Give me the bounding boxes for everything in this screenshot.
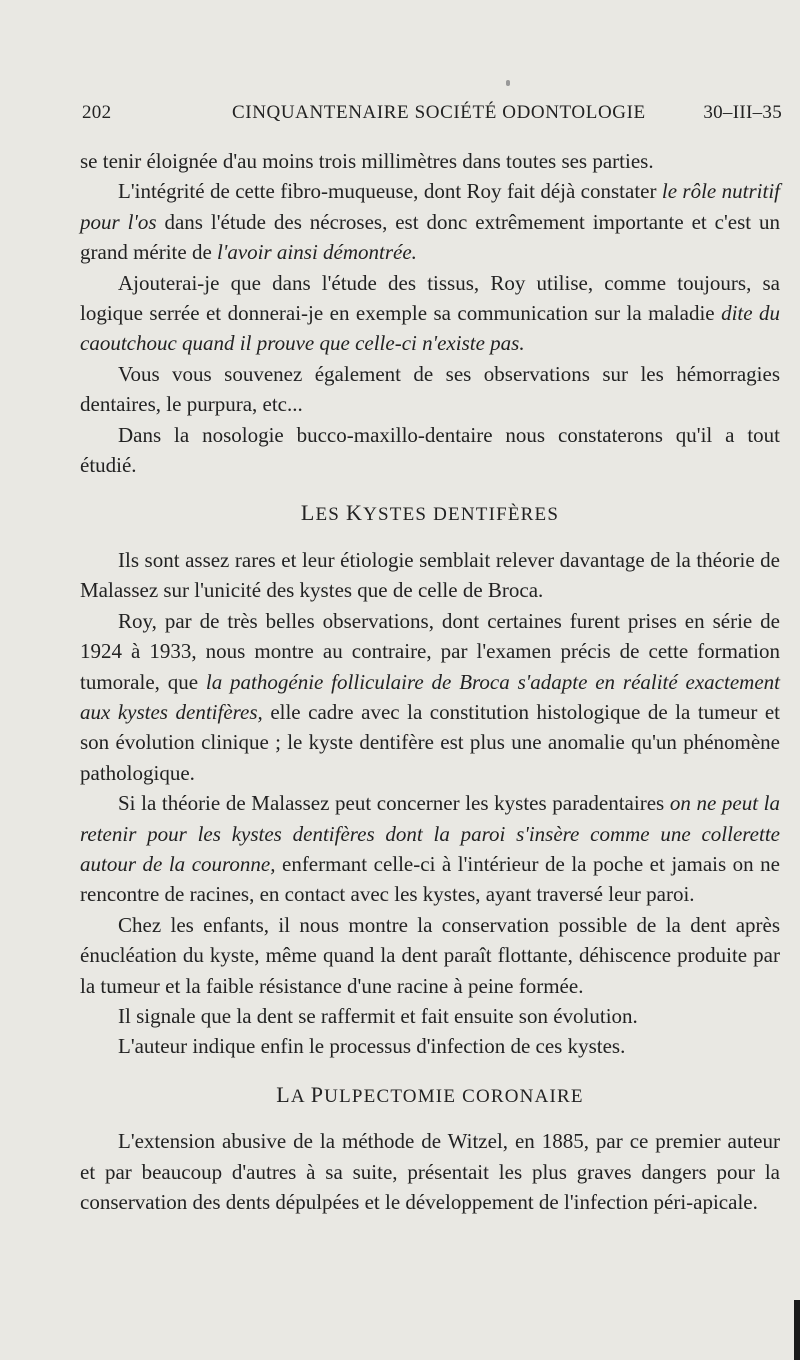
paragraph: Il signale que la dent se raffermit et fait ensuite son évolution.	[118, 1003, 638, 1028]
paragraph: Ajouterai-je que dans l'étude des tissus, Roy utilise, comme toujours, sa logique serrée et donnerai-je en exemple sa communication sur la maladie dite du caoutchouc quand il prouve que celle-ci n'existe pas.	[80, 270, 780, 356]
section-kystes-paragraphs	[80, 545, 780, 1062]
section-heading-kystes: LES KYSTES DENTIFÈRES	[300, 500, 560, 526]
paragraph: L'intégrité de cette fibro-muqueuse, dont Roy fait déjà constater le rôle nutritif pour l'os dans l'étude des nécroses, est donc extrêmement importante et c'est un grand mérite de l'avoir ainsi démontrée.	[80, 179, 780, 265]
header-date: 30–III–35	[703, 102, 782, 123]
binding-edge	[794, 1300, 800, 1360]
running-title: CINQUANTENAIRE SOCIÉTÉ ODONTOLOGIE	[232, 102, 646, 123]
page-body	[80, 146, 780, 1217]
paragraph: Vous vous souvenez également de ses observations sur les hémorragies dentaires, le purpura, etc...	[80, 361, 780, 417]
paragraph: Ils sont assez rares et leur étiologie semblait relever davantage de la théorie de Malassez sur l'unicité des kystes que de celle de Broca.	[80, 547, 780, 603]
section-heading-pulpectomie: LA PULPECTOMIE CORONAIRE	[276, 1081, 584, 1107]
paragraph: se tenir éloignée d'au moins trois millimètres dans toutes ses parties.	[80, 149, 654, 173]
section-pulpectomie-paragraphs	[80, 1126, 780, 1217]
running-header	[82, 102, 782, 130]
paragraph: L'auteur indique enfin le processus d'infection de ces kystes.	[118, 1034, 626, 1059]
page-number: 202	[82, 102, 112, 123]
ink-speck	[506, 80, 510, 86]
paragraph: Dans la nosologie bucco-maxillo-dentaire nous constaterons qu'il a tout étudié.	[80, 422, 780, 478]
paragraph: Chez les enfants, il nous montre la conservation possible de la dent après énucléation du kyste, même quand la dent paraît flottante, déhiscence produite par la tumeur et la faible résistance d'une racine à peine formée.	[80, 912, 780, 998]
paragraph: Roy, par de très belles observations, dont certaines furent prises en série de 1924 à 1933, nous montre au contraire, par l'examen précis de cette formation tumorale, que la pathogénie folliculaire de Broca s'adapte en réalité exactement aux kystes dentifères, elle cadre avec la constitution histologique de la tumeur et son évolution clinique ; le kyste dentifère est plus une anomalie qu'un phénomène pathologique.	[80, 608, 780, 785]
paragraph: Si la théorie de Malassez peut concerner les kystes paradentaires on ne peut la retenir pour les kystes dentifères dont la paroi s'insère comme une collerette autour de la couronne, enfermant celle-ci à l'intérieur de la poche et jamais on ne rencontre de racines, en contact avec les kystes, ayant traversé leur paroi.	[80, 791, 780, 907]
intro-paragraphs	[80, 146, 780, 480]
paragraph: L'extension abusive de la méthode de Witzel, en 1885, par ce premier auteur et par beaucoup d'autres à sa suite, présentait les plus graves dangers pour la conservation des dents dépulpées et le développement de l'infection péri-apicale.	[80, 1129, 780, 1214]
